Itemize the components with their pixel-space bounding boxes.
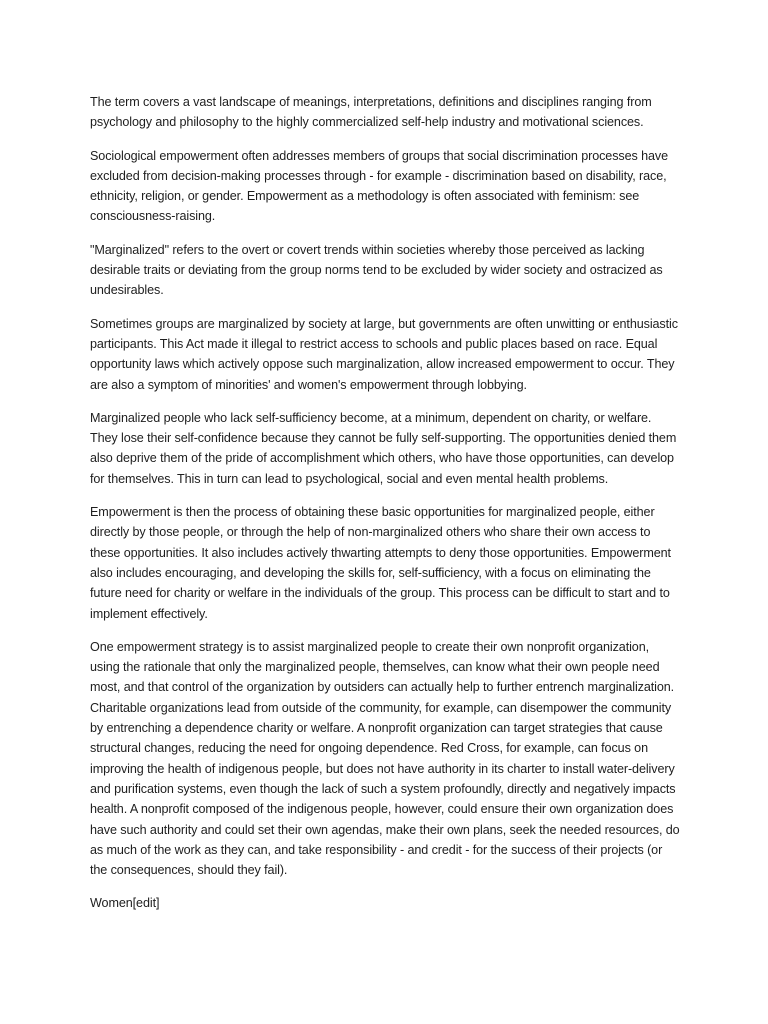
paragraph: The term covers a vast landscape of meanings, interpretations, definitions and disciplines ranging from psychology and philosophy to the highly commercialized self-help industry and motivational sciences. [90,95,652,130]
paragraph: Marginalized people who lack self-sufficiency become, at a minimum, dependent on charity, or welfare. They lose their self-confidence because they cannot be fully self-supporting. The opportunities denied them also deprive them of the pride of accomplishment which others, who have those opportunities, can develop for themselves. This in turn can lead to psychological, social and even mental health problems. [90,410,677,486]
paragraph: Sometimes groups are marginalized by society at large, but governments are often unwitting or enthusiastic participants. This Act made it illegal to restrict access to schools and public places based on race. Equal opportunity laws which actively oppose such marginalization, allow increased empowerment to occur. They are also a symptom of minorities' and women's empowerment through lobbying. [90,316,678,392]
document-body [90,92,682,927]
paragraph: Empowerment is then the process of obtaining these basic opportunities for marginalized people, either directly by those people, or through the help of non-marginalized others who share their own access to these opportunities. It also includes actively thwarting attempts to deny those opportunities. Empowerment also includes encouraging, and developing the skills for, self-sufficiency, with a focus on eliminating the future need for charity or welfare in the individuals of the group. This process can be difficult to start and to implement effectively. [90,505,671,621]
section-heading: Women[edit] [90,896,160,911]
paragraph: "Marginalized" refers to the overt or covert trends within societies whereby those perceived as lacking desirable traits or deviating from the group norms tend to be excluded by wider society and ostracized as undesirables. [90,242,663,298]
paragraph: One empowerment strategy is to assist marginalized people to create their own nonprofit organization, using the rationale that only the marginalized people, themselves, can know what their own people need most, and that control of the organization by outsiders can actually help to further entrench marginalization. Charitable organizations lead from outside of the community, for example, can disempower the community by entrenching a dependence charity or welfare. A nonprofit organization can target strategies that cause structural changes, reducing the need for ongoing dependence. Red Cross, for example, can focus on improving the health of indigenous people, but does not have authority in its charter to install water-delivery and purification systems, even though the lack of such a system profoundly, directly and negatively impacts health. A nonprofit composed of the indigenous people, however, could ensure their own organization does have such authority and could set their own agendas, make their own plans, seek the needed resources, do as much of the work as they can, and take responsibility - and credit - for the success of their projects (or the consequences, should they fail). [90,639,680,878]
paragraph: Sociological empowerment often addresses members of groups that social discrimination processes have excluded from decision-making processes through - for example - discrimination based on disability, race, ethnicity, religion, or gender. Empowerment as a methodology is often associated with feminism: see consciousness-raising. [90,148,668,224]
